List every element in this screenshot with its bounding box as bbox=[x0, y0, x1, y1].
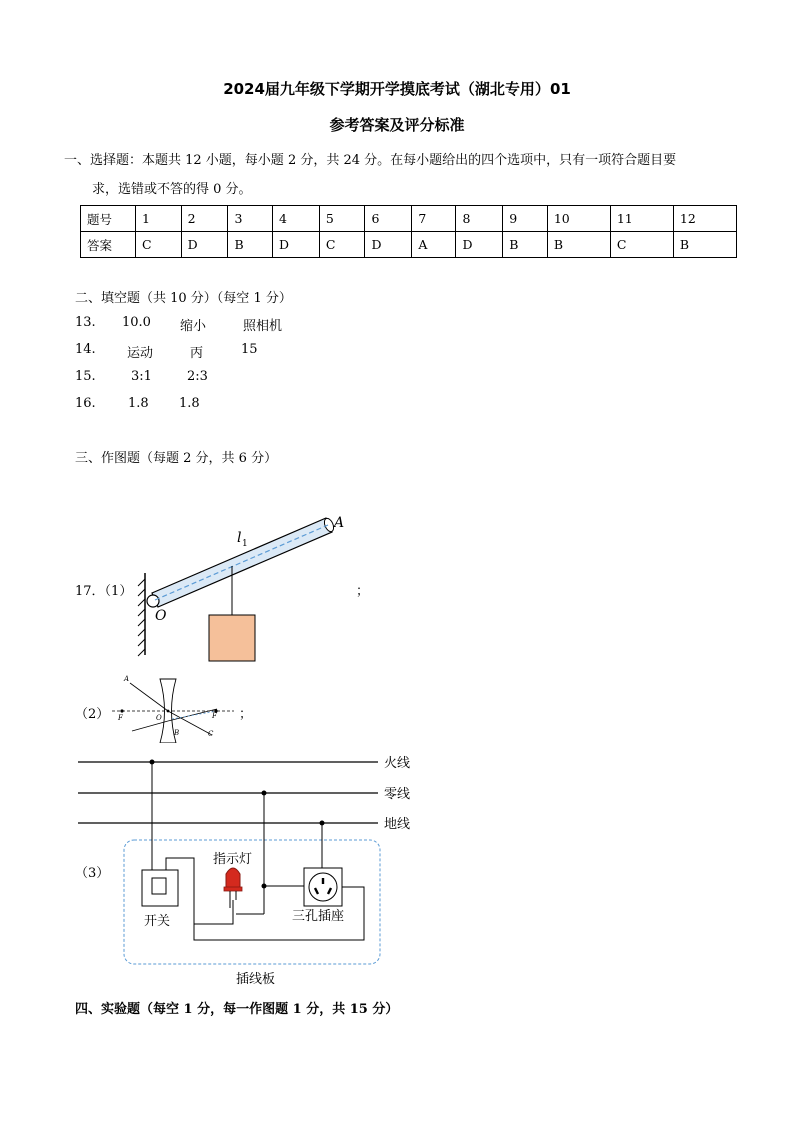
lens-diagram bbox=[112, 673, 237, 743]
table-cell: B bbox=[503, 232, 548, 258]
section1-intro-line1: 一、选择题：本题共 12 小题，每小题 2 分，共 24 分。在每小题给出的四个选项中，只有一项符合题目要 bbox=[64, 153, 677, 168]
table-cell: 7 bbox=[412, 206, 456, 232]
lens-label-F-right: F bbox=[212, 712, 217, 720]
table-cell: 6 bbox=[365, 206, 412, 232]
answer-table bbox=[80, 205, 737, 258]
circuit-diagram bbox=[78, 748, 418, 993]
table-cell: D bbox=[273, 232, 320, 258]
extension-line bbox=[172, 711, 217, 719]
label-O: O bbox=[155, 608, 167, 624]
ground-label: 地线 bbox=[384, 817, 411, 832]
socket-face bbox=[309, 873, 337, 901]
optical-center bbox=[167, 710, 170, 713]
fill-item-number: 14. bbox=[75, 342, 96, 357]
fill-item-number: 16. bbox=[75, 396, 96, 411]
table-cell: 5 bbox=[319, 206, 365, 232]
indicator-led bbox=[226, 868, 240, 888]
table-row-answers bbox=[81, 232, 737, 258]
wall-hatching bbox=[138, 579, 145, 656]
lens-label-C: C bbox=[208, 730, 214, 738]
fill-answer: 1.8 bbox=[128, 396, 149, 411]
neutral-label: 零线 bbox=[384, 787, 411, 802]
table-cell: B bbox=[228, 232, 273, 258]
led-rim bbox=[224, 887, 242, 891]
table-cell: 9 bbox=[503, 206, 548, 232]
table-cell: A bbox=[412, 232, 456, 258]
table-cell: 1 bbox=[136, 206, 182, 232]
fill-answer: 缩小 bbox=[180, 319, 207, 334]
row-label-answer: 答案 bbox=[81, 232, 136, 258]
junction-socket bbox=[262, 884, 267, 889]
fill-answer: 运动 bbox=[127, 346, 154, 361]
row-label-number: 题号 bbox=[81, 206, 136, 232]
fill-answer: 丙 bbox=[190, 346, 204, 361]
label-A: A bbox=[334, 515, 345, 531]
socket-label: 三孔插座 bbox=[292, 909, 345, 924]
pivot bbox=[147, 595, 159, 607]
table-cell: 3 bbox=[228, 206, 273, 232]
switch-label: 开关 bbox=[144, 914, 171, 929]
table-cell: B bbox=[547, 232, 610, 258]
label-l: l bbox=[237, 530, 242, 546]
page-title: 2024届九年级下学期开学摸底考试（湖北专用）01 bbox=[223, 80, 571, 98]
switch-rocker bbox=[152, 878, 166, 894]
fill-answer: 15 bbox=[241, 342, 258, 357]
section2-heading: 二、填空题（共 10 分）（每空 1 分） bbox=[75, 291, 292, 306]
q17-part1-label: 17．（1） bbox=[75, 584, 133, 599]
table-cell: 8 bbox=[456, 206, 503, 232]
fill-answer: 2:3 bbox=[187, 369, 208, 384]
label-l-sub: 1 bbox=[242, 539, 248, 549]
live-label: 火线 bbox=[384, 756, 411, 771]
lever-diagram bbox=[130, 505, 350, 665]
table-cell: 10 bbox=[547, 206, 610, 232]
table-cell: C bbox=[319, 232, 365, 258]
section3-heading: 三、作图题（每题 2 分，共 6 分） bbox=[75, 451, 278, 466]
semicolon: ； bbox=[239, 707, 253, 722]
lens-label-O: O bbox=[156, 714, 162, 722]
focal-point-left bbox=[120, 709, 123, 712]
lens-label-F-left: F bbox=[118, 714, 123, 722]
fill-answer: 1.8 bbox=[179, 396, 200, 411]
fill-item-number: 15. bbox=[75, 369, 96, 384]
weight-block bbox=[209, 615, 255, 661]
table-cell: B bbox=[673, 232, 736, 258]
lever-bar bbox=[152, 518, 332, 607]
table-cell: 11 bbox=[610, 206, 673, 232]
q17-part2-label: （2） bbox=[75, 707, 110, 722]
lens-label-B: B bbox=[174, 729, 180, 737]
table-cell: 12 bbox=[673, 206, 736, 232]
semicolon: ； bbox=[356, 584, 370, 599]
q17-part3-label: （3） bbox=[75, 866, 110, 881]
section1-intro-line2: 求，选错或不答的得 0 分。 bbox=[92, 182, 252, 197]
table-cell: D bbox=[365, 232, 412, 258]
fill-item-number: 13. bbox=[75, 315, 96, 330]
fill-answer: 3:1 bbox=[131, 369, 152, 384]
fill-answer: 照相机 bbox=[243, 319, 283, 334]
table-cell: 2 bbox=[181, 206, 228, 232]
table-cell: C bbox=[610, 232, 673, 258]
fill-answer: 10.0 bbox=[122, 315, 151, 330]
table-cell: D bbox=[181, 232, 228, 258]
page-subtitle: 参考答案及评分标准 bbox=[329, 116, 465, 134]
section4-heading: 四、实验题（每空 1 分，每一作图题 1 分，共 15 分） bbox=[75, 1002, 399, 1017]
indicator-label: 指示灯 bbox=[213, 852, 253, 867]
table-cell: D bbox=[456, 232, 503, 258]
table-cell: C bbox=[136, 232, 182, 258]
power-strip-label: 插线板 bbox=[236, 972, 276, 987]
table-cell: 4 bbox=[273, 206, 320, 232]
table-row-numbers bbox=[81, 206, 737, 232]
lens-label-A: A bbox=[124, 675, 130, 683]
